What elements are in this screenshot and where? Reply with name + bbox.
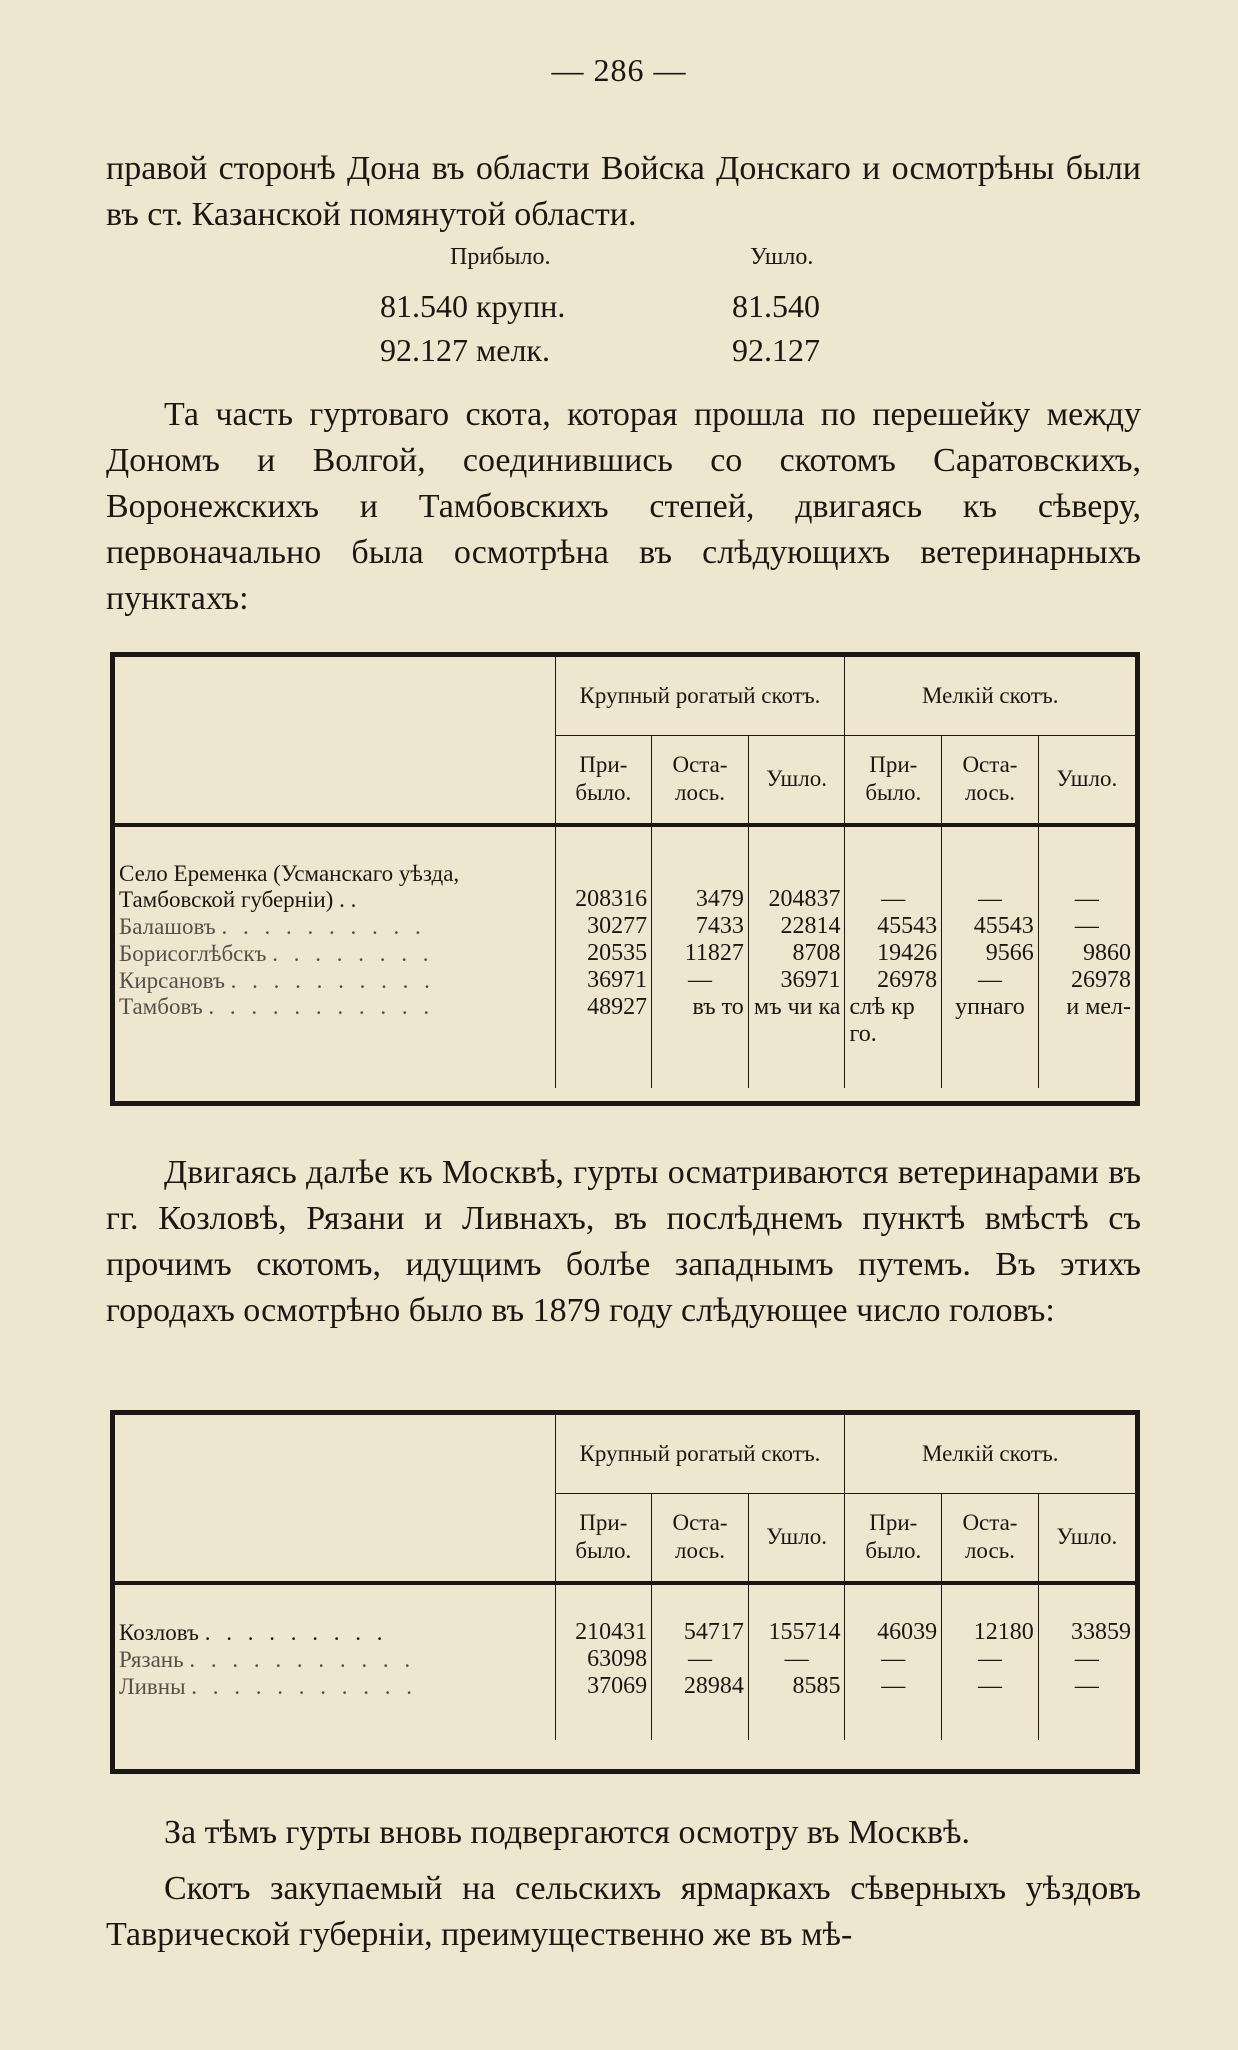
paragraph-taurida <box>106 1866 1141 1958</box>
cell: 63098 <box>555 1646 652 1673</box>
cell: — <box>942 861 1039 913</box>
col-header: При- было. <box>555 1493 652 1583</box>
summary-header-arrived: Прибыло. <box>450 244 551 270</box>
cell: — <box>1038 861 1135 913</box>
cell: 26978 <box>1038 967 1135 994</box>
table-row <box>115 940 1135 967</box>
cell: 48927 <box>555 994 652 1048</box>
col-header: При- было. <box>555 735 652 825</box>
cell: — <box>845 1673 942 1700</box>
paragraph-route-text: Та часть гуртоваго скота, которая прошла по перешейку между Дономъ и Волгой, соединившись со скотомъ Саратовскихъ, Воронежскихъ и Тамбовскихъ степей, двигаясь къ сѣверу, первоначально была осмотрѣна въ слѣдующихъ ветеринарныхъ пунктахъ: <box>106 396 1141 617</box>
summary-header-left: Ушло. <box>750 244 814 270</box>
cell: — <box>1038 1673 1135 1700</box>
cell: 20535 <box>555 940 652 967</box>
row-label: Балашовъ . . . . . . . . . . <box>119 913 426 939</box>
cell: — <box>845 1646 942 1673</box>
cell: — <box>652 1646 749 1673</box>
row-label: Кирсановъ . . . . . . . . . . <box>119 967 435 993</box>
cell: 210431 <box>555 1619 652 1646</box>
cell: — <box>845 861 942 913</box>
cell: 30277 <box>555 913 652 940</box>
cell: — <box>652 967 749 994</box>
cell: 8585 <box>748 1673 845 1700</box>
summary-row <box>380 332 900 376</box>
col-header: Оста- лось. <box>942 735 1039 825</box>
row-label: Борисоглѣбскъ . . . . . . . . <box>119 940 434 966</box>
cell: 204837 <box>748 861 845 913</box>
col-header: Ушло. <box>1038 1493 1135 1583</box>
col-header: Ушло. <box>748 735 845 825</box>
summary-left: 81.540 <box>732 288 820 324</box>
cell: — <box>942 967 1039 994</box>
cell: 36971 <box>555 967 652 994</box>
row-label: Ливны . . . . . . . . . . . <box>119 1673 418 1699</box>
table-row <box>115 967 1135 994</box>
cell: — <box>942 1673 1039 1700</box>
summary-left: 92.127 <box>732 332 820 368</box>
col-header: При- было. <box>845 735 942 825</box>
col-header: Ушло. <box>748 1493 845 1583</box>
cell: 28984 <box>652 1673 749 1700</box>
cell: и мел- <box>1038 994 1135 1048</box>
row-label: Козловъ . . . . . . . . . <box>119 1619 388 1645</box>
cell: 155714 <box>748 1619 845 1646</box>
table-row <box>115 1646 1135 1673</box>
cell: 3479 <box>652 861 749 913</box>
cell: 8708 <box>748 940 845 967</box>
col-header: При- было. <box>845 1493 942 1583</box>
row-label: Тамбовъ . . . . . . . . . . . <box>119 994 435 1019</box>
cell: 36971 <box>748 967 845 994</box>
cell: 7433 <box>652 913 749 940</box>
summary-table <box>380 244 900 376</box>
paragraph-route <box>106 392 1141 622</box>
cell: 46039 <box>845 1619 942 1646</box>
paragraph-taurida-text: Скотъ закупаемый на сельскихъ ярмаркахъ сѣверныхъ уѣздовъ Таврической губерніи, преимущественно же въ мѣ- <box>106 1870 1141 1953</box>
paragraph-moscow-inspection <box>106 1810 1141 1856</box>
cell: 22814 <box>748 913 845 940</box>
page-number: — 286 — <box>551 52 687 88</box>
cell: 19426 <box>845 940 942 967</box>
cell: 54717 <box>652 1619 749 1646</box>
cell: 26978 <box>845 967 942 994</box>
cell: упнаго <box>942 994 1039 1048</box>
summary-header <box>380 244 900 288</box>
paragraph-moscow-inspection-text: За тѣмъ гурты вновь подвергаются осмотру въ Москвѣ. <box>164 1814 970 1851</box>
inspection-table-1 <box>110 652 1140 1106</box>
col-header: Ушло. <box>1038 735 1135 825</box>
cell: 12180 <box>942 1619 1039 1646</box>
cell: 37069 <box>555 1673 652 1700</box>
row-label: Рязань . . . . . . . . . . . <box>119 1646 416 1672</box>
col-header: Оста- лось. <box>942 1493 1039 1583</box>
col-header: Оста- лось. <box>652 735 749 825</box>
row-label: Село Еременка (Усманскаго уѣзда, Тамбовской губерніи) . . <box>119 861 460 912</box>
group-header-small: Мелкій скотъ. <box>845 657 1135 735</box>
cell: 9860 <box>1038 940 1135 967</box>
cell: 33859 <box>1038 1619 1135 1646</box>
paragraph-moscow-route <box>106 1150 1141 1334</box>
summary-arrived: 81.540 крупн. <box>380 288 566 324</box>
table-row <box>115 1619 1135 1646</box>
cell: слѣ кр го. <box>845 994 942 1048</box>
cell: 208316 <box>555 861 652 913</box>
cell: 11827 <box>652 940 749 967</box>
cell: 45543 <box>942 913 1039 940</box>
cell: 45543 <box>845 913 942 940</box>
table-row <box>115 994 1135 1048</box>
intro-paragraph: правой сторонѣ Дона въ области Войска Донскаго и осмотрѣны были въ ст. Казанской помянутой области. <box>106 150 1141 233</box>
table-row <box>115 1673 1135 1700</box>
table-corner-cell <box>115 1415 555 1583</box>
cell: въ то <box>652 994 749 1048</box>
group-header-large: Крупный рогатый скотъ. <box>555 657 845 735</box>
summary-arrived: 92.127 мелк. <box>380 332 550 368</box>
group-header-large: Крупный рогатый скотъ. <box>555 1415 845 1493</box>
cell: — <box>1038 913 1135 940</box>
group-header-small: Мелкій скотъ. <box>845 1415 1135 1493</box>
cell: — <box>748 1646 845 1673</box>
table-row <box>115 861 1135 913</box>
summary-row <box>380 288 900 332</box>
paragraph-moscow-route-text: Двигаясь далѣе къ Москвѣ, гурты осматриваются ветеринарами въ гг. Козловѣ, Рязани и Ливнахъ, въ послѣднемъ пунктѣ вмѣстѣ съ прочимъ скотомъ, идущимъ болѣе западнымъ путемъ. Въ этихъ городахъ осмотрѣно было въ 1879 году слѣдующее число головъ: <box>106 1154 1141 1329</box>
cell: — <box>1038 1646 1135 1673</box>
table-corner-cell <box>115 657 555 825</box>
cell: мъ чи ка <box>748 994 845 1048</box>
cell: 9566 <box>942 940 1039 967</box>
table-row <box>115 913 1135 940</box>
inspection-table-2 <box>110 1410 1140 1774</box>
cell: — <box>942 1646 1039 1673</box>
col-header: Оста- лось. <box>652 1493 749 1583</box>
